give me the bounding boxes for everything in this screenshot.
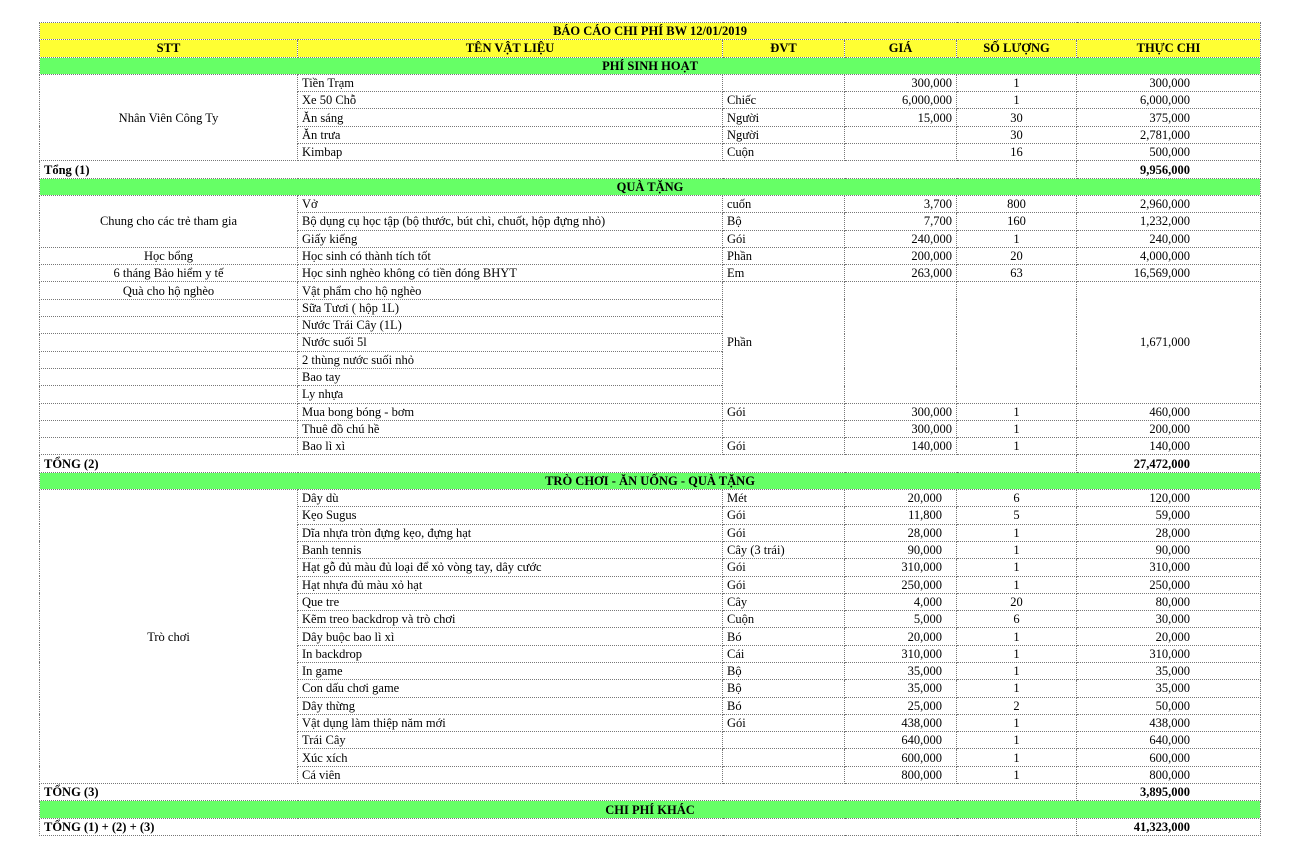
- quantity-cell[interactable]: 1: [957, 576, 1077, 593]
- item-name-cell[interactable]: Dĩa nhựa tròn đựng kẹo, đựng hạt: [298, 524, 723, 541]
- item-name-cell[interactable]: Xúc xích: [298, 749, 723, 766]
- table-row: [40, 420, 1261, 437]
- amount-cell[interactable]: 90,000: [1077, 541, 1261, 558]
- price-cell[interactable]: 140,000: [845, 438, 957, 455]
- price-cell[interactable]: 35,000: [845, 662, 957, 679]
- quantity-cell[interactable]: 30: [957, 109, 1077, 126]
- total-2-label[interactable]: TỔNG (2): [40, 455, 1077, 472]
- section-living-costs[interactable]: PHÍ SINH HOẠT: [40, 57, 1261, 74]
- price-cell[interactable]: 90,000: [845, 541, 957, 558]
- price-cell[interactable]: 11,800: [845, 507, 957, 524]
- group-cell[interactable]: Trò chơi: [40, 490, 298, 784]
- unit-cell[interactable]: Bó: [723, 628, 845, 645]
- amount-cell[interactable]: 2,781,000: [1077, 126, 1261, 143]
- amount-cell[interactable]: 438,000: [1077, 714, 1261, 731]
- header-actual-cost[interactable]: THỰC CHI: [1077, 40, 1261, 57]
- unit-cell[interactable]: Cây (3 trái): [723, 541, 845, 558]
- amount-cell[interactable]: 460,000: [1077, 403, 1261, 420]
- unit-cell[interactable]: Cuộn: [723, 611, 845, 628]
- item-name-cell[interactable]: Giấy kiếng: [298, 230, 723, 247]
- total-3-label[interactable]: TỔNG (3): [40, 784, 1077, 801]
- item-name-cell[interactable]: Nước Trái Cây (1L): [298, 317, 723, 334]
- price-cell[interactable]: 300,000: [845, 420, 957, 437]
- price-cell[interactable]: 263,000: [845, 265, 957, 282]
- price-cell[interactable]: 20,000: [845, 490, 957, 507]
- item-name-cell[interactable]: Cá viên: [298, 766, 723, 783]
- quantity-cell[interactable]: 16: [957, 144, 1077, 161]
- amount-cell[interactable]: 800,000: [1077, 766, 1261, 783]
- item-name-cell[interactable]: Học sinh nghèo không có tiền đóng BHYT: [298, 265, 723, 282]
- quantity-cell[interactable]: 160: [957, 213, 1077, 230]
- quantity-cell[interactable]: 1: [957, 714, 1077, 731]
- header-item-name[interactable]: TÊN VẬT LIỆU: [298, 40, 723, 57]
- item-name-cell[interactable]: Bộ dụng cụ học tập (bộ thước, bút chì, chuốt, hộp đựng nhỏ): [298, 213, 723, 230]
- price-cell[interactable]: 20,000: [845, 628, 957, 645]
- quantity-cell[interactable]: 1: [957, 230, 1077, 247]
- amount-cell[interactable]: 640,000: [1077, 732, 1261, 749]
- total-row: [40, 455, 1261, 472]
- item-name-cell[interactable]: Bao tay: [298, 368, 723, 385]
- table-row: [40, 438, 1261, 455]
- amount-cell[interactable]: 80,000: [1077, 593, 1261, 610]
- item-name-cell[interactable]: Hạt nhựa đủ màu xỏ hạt: [298, 576, 723, 593]
- item-name-cell[interactable]: Sữa Tươi ( hộp 1L): [298, 299, 723, 316]
- total-2-value[interactable]: 27,472,000: [1077, 455, 1261, 472]
- item-name-cell[interactable]: Ăn trưa: [298, 126, 723, 143]
- quantity-cell[interactable]: 1: [957, 403, 1077, 420]
- amount-cell[interactable]: 28,000: [1077, 524, 1261, 541]
- table-row: [40, 265, 1261, 282]
- quantity-cell[interactable]: 1: [957, 749, 1077, 766]
- unit-cell[interactable]: Gói: [723, 230, 845, 247]
- item-name-cell[interactable]: Banh tennis: [298, 541, 723, 558]
- amount-cell[interactable]: 16,569,000: [1077, 265, 1261, 282]
- amount-cell[interactable]: 300,000: [1077, 74, 1261, 91]
- item-name-cell[interactable]: Con dấu chơi game: [298, 680, 723, 697]
- amount-cell[interactable]: 30,000: [1077, 611, 1261, 628]
- section-games-food-gifts[interactable]: TRÒ CHƠI - ĂN UỐNG - QUÀ TẶNG: [40, 472, 1261, 489]
- price-cell[interactable]: 35,000: [845, 680, 957, 697]
- price-cell[interactable]: 310,000: [845, 559, 957, 576]
- price-cell[interactable]: 28,000: [845, 524, 957, 541]
- group-cell-empty: [40, 386, 298, 403]
- unit-cell[interactable]: Gói: [723, 576, 845, 593]
- item-name-cell[interactable]: 2 thùng nước suối nhỏ: [298, 351, 723, 368]
- item-name-cell[interactable]: Ly nhựa: [298, 386, 723, 403]
- quantity-cell[interactable]: 30: [957, 126, 1077, 143]
- unit-cell[interactable]: Người: [723, 109, 845, 126]
- group-cell[interactable]: 6 tháng Bảo hiểm y tế: [40, 265, 298, 282]
- quantity-cell[interactable]: 1: [957, 524, 1077, 541]
- section-other-costs[interactable]: CHI PHÍ KHÁC: [40, 801, 1261, 818]
- quantity-cell[interactable]: 1: [957, 438, 1077, 455]
- unit-cell[interactable]: Gói: [723, 438, 845, 455]
- item-name-cell[interactable]: Trái Cây: [298, 732, 723, 749]
- unit-cell[interactable]: [723, 732, 845, 749]
- item-name-cell[interactable]: Ăn sáng: [298, 109, 723, 126]
- section-gifts[interactable]: QUÀ TẶNG: [40, 178, 1261, 195]
- table-row: [40, 490, 1261, 507]
- unit-cell[interactable]: Gói: [723, 403, 845, 420]
- group-cell-empty: [40, 299, 298, 316]
- price-cell[interactable]: 15,000: [845, 109, 957, 126]
- table-row: [40, 403, 1261, 420]
- unit-cell[interactable]: [723, 420, 845, 437]
- unit-cell[interactable]: Mét: [723, 490, 845, 507]
- header-quantity[interactable]: SỐ LƯỢNG: [957, 40, 1077, 57]
- price-cell[interactable]: 200,000: [845, 247, 957, 264]
- table-row: [40, 74, 1261, 91]
- amount-cell[interactable]: 375,000: [1077, 109, 1261, 126]
- unit-cell[interactable]: Phần: [723, 247, 845, 264]
- item-name-cell[interactable]: In game: [298, 662, 723, 679]
- section-row: [40, 178, 1261, 195]
- amount-cell[interactable]: 35,000: [1077, 662, 1261, 679]
- price-cell[interactable]: 800,000: [845, 766, 957, 783]
- total-row: [40, 784, 1261, 801]
- quantity-cell[interactable]: 1: [957, 766, 1077, 783]
- amount-cell[interactable]: 140,000: [1077, 438, 1261, 455]
- quantity-cell[interactable]: 1: [957, 680, 1077, 697]
- amount-cell[interactable]: 120,000: [1077, 490, 1261, 507]
- section-row: [40, 57, 1261, 74]
- quantity-cell[interactable]: 20: [957, 593, 1077, 610]
- report-title-row: [40, 23, 1261, 40]
- total-row: [40, 161, 1261, 178]
- price-cell[interactable]: 300,000: [845, 403, 957, 420]
- unit-cell[interactable]: Em: [723, 265, 845, 282]
- amount-cell[interactable]: 600,000: [1077, 749, 1261, 766]
- unit-cell[interactable]: Gói: [723, 559, 845, 576]
- report-title[interactable]: BÁO CÁO CHI PHÍ BW 12/01/2019: [40, 23, 1261, 40]
- group-cell-empty: [40, 351, 298, 368]
- amount-cell[interactable]: 250,000: [1077, 576, 1261, 593]
- table-row: [40, 195, 1261, 212]
- quantity-cell[interactable]: 6: [957, 611, 1077, 628]
- group-cell-empty: [40, 420, 298, 437]
- price-cell[interactable]: 25,000: [845, 697, 957, 714]
- grand-total-value[interactable]: 41,323,000: [1077, 818, 1261, 835]
- total-3-value[interactable]: 3,895,000: [1077, 784, 1261, 801]
- quantity-cell[interactable]: 1: [957, 74, 1077, 91]
- unit-cell[interactable]: Phần: [723, 282, 845, 403]
- table-row: [40, 282, 1261, 299]
- price-cell[interactable]: [845, 282, 957, 403]
- amount-cell[interactable]: 50,000: [1077, 697, 1261, 714]
- quantity-cell[interactable]: 1: [957, 662, 1077, 679]
- section-row: [40, 801, 1261, 818]
- amount-cell[interactable]: 35,000: [1077, 680, 1261, 697]
- unit-cell[interactable]: [723, 749, 845, 766]
- item-name-cell[interactable]: Học sinh có thành tích tốt: [298, 247, 723, 264]
- item-name-cell[interactable]: Xe 50 Chỗ: [298, 92, 723, 109]
- section-row: [40, 472, 1261, 489]
- unit-cell[interactable]: Gói: [723, 714, 845, 731]
- amount-cell[interactable]: 1,671,000: [1077, 282, 1261, 403]
- price-cell[interactable]: 3,700: [845, 195, 957, 212]
- item-name-cell[interactable]: In backdrop: [298, 645, 723, 662]
- header-stt[interactable]: STT: [40, 40, 298, 57]
- header-unit[interactable]: ĐVT: [723, 40, 845, 57]
- group-cell-empty: [40, 334, 298, 351]
- item-name-cell[interactable]: Tiền Trạm: [298, 74, 723, 91]
- item-name-cell[interactable]: Que tre: [298, 593, 723, 610]
- quantity-cell[interactable]: 1: [957, 732, 1077, 749]
- price-cell[interactable]: 310,000: [845, 645, 957, 662]
- expense-report-table: [39, 22, 1261, 836]
- price-cell[interactable]: 240,000: [845, 230, 957, 247]
- item-name-cell[interactable]: Kimbap: [298, 144, 723, 161]
- unit-cell[interactable]: Người: [723, 126, 845, 143]
- amount-cell[interactable]: 4,000,000: [1077, 247, 1261, 264]
- unit-cell[interactable]: Cái: [723, 645, 845, 662]
- column-header-row: [40, 40, 1261, 57]
- quantity-cell[interactable]: 1: [957, 559, 1077, 576]
- unit-cell[interactable]: Cuộn: [723, 144, 845, 161]
- group-cell[interactable]: Chung cho các trẻ tham gia: [40, 195, 298, 247]
- unit-cell[interactable]: Bộ: [723, 662, 845, 679]
- price-cell[interactable]: 6,000,000: [845, 92, 957, 109]
- price-cell[interactable]: [845, 126, 957, 143]
- quantity-cell[interactable]: 800: [957, 195, 1077, 212]
- amount-cell[interactable]: 500,000: [1077, 144, 1261, 161]
- amount-cell[interactable]: 310,000: [1077, 645, 1261, 662]
- amount-cell[interactable]: 1,232,000: [1077, 213, 1261, 230]
- quantity-cell[interactable]: 6: [957, 490, 1077, 507]
- unit-cell[interactable]: Gói: [723, 507, 845, 524]
- quantity-cell[interactable]: 1: [957, 92, 1077, 109]
- quantity-cell[interactable]: 5: [957, 507, 1077, 524]
- item-name-cell[interactable]: Kẽm treo backdrop và trò chơi: [298, 611, 723, 628]
- item-name-cell[interactable]: Thuê đồ chú hề: [298, 420, 723, 437]
- item-name-cell[interactable]: Kẹo Sugus: [298, 507, 723, 524]
- table-row: [40, 247, 1261, 264]
- quantity-cell[interactable]: [957, 282, 1077, 403]
- header-price[interactable]: GIÁ: [845, 40, 957, 57]
- amount-cell[interactable]: 59,000: [1077, 507, 1261, 524]
- group-cell-empty: [40, 438, 298, 455]
- total-1-value[interactable]: 9,956,000: [1077, 161, 1261, 178]
- price-cell[interactable]: [845, 144, 957, 161]
- grand-total-row: [40, 818, 1261, 835]
- quantity-cell[interactable]: 1: [957, 541, 1077, 558]
- price-cell[interactable]: 640,000: [845, 732, 957, 749]
- item-name-cell[interactable]: Vở: [298, 195, 723, 212]
- group-cell[interactable]: Học bổng: [40, 247, 298, 264]
- quantity-cell[interactable]: 1: [957, 420, 1077, 437]
- item-name-cell[interactable]: Nước suối 5l: [298, 334, 723, 351]
- unit-cell[interactable]: Bó: [723, 697, 845, 714]
- quantity-cell[interactable]: 1: [957, 645, 1077, 662]
- grand-total-label[interactable]: TỔNG (1) + (2) + (3): [40, 818, 1077, 835]
- item-name-cell[interactable]: Mua bong bóng - bơm: [298, 403, 723, 420]
- group-cell-empty: [40, 368, 298, 385]
- amount-cell[interactable]: 20,000: [1077, 628, 1261, 645]
- group-cell-empty: [40, 403, 298, 420]
- price-cell[interactable]: 250,000: [845, 576, 957, 593]
- unit-cell[interactable]: [723, 766, 845, 783]
- price-cell[interactable]: 4,000: [845, 593, 957, 610]
- group-cell-empty: [40, 317, 298, 334]
- price-cell[interactable]: 438,000: [845, 714, 957, 731]
- total-1-label[interactable]: Tổng (1): [40, 161, 1077, 178]
- group-cell[interactable]: Nhân Viên Công Ty: [40, 74, 298, 160]
- quantity-cell[interactable]: 63: [957, 265, 1077, 282]
- amount-cell[interactable]: 200,000: [1077, 420, 1261, 437]
- item-name-cell[interactable]: Bao lì xì: [298, 438, 723, 455]
- amount-cell[interactable]: 240,000: [1077, 230, 1261, 247]
- quantity-cell[interactable]: 1: [957, 628, 1077, 645]
- unit-cell[interactable]: [723, 74, 845, 91]
- unit-cell[interactable]: Bộ: [723, 680, 845, 697]
- unit-cell[interactable]: Gói: [723, 524, 845, 541]
- price-cell[interactable]: 600,000: [845, 749, 957, 766]
- item-name-cell[interactable]: Dây dù: [298, 490, 723, 507]
- quantity-cell[interactable]: 2: [957, 697, 1077, 714]
- price-cell[interactable]: 300,000: [845, 74, 957, 91]
- amount-cell[interactable]: 310,000: [1077, 559, 1261, 576]
- item-name-cell[interactable]: Vật dụng làm thiệp năm mới: [298, 714, 723, 731]
- unit-cell[interactable]: Chiếc: [723, 92, 845, 109]
- amount-cell[interactable]: 2,960,000: [1077, 195, 1261, 212]
- unit-cell[interactable]: cuốn: [723, 195, 845, 212]
- item-name-cell[interactable]: Vật phẩm cho hộ nghèo: [298, 282, 723, 299]
- item-name-cell[interactable]: Dây thừng: [298, 697, 723, 714]
- unit-cell[interactable]: Bộ: [723, 213, 845, 230]
- group-cell[interactable]: Quà cho hộ nghèo: [40, 282, 298, 299]
- amount-cell[interactable]: 6,000,000: [1077, 92, 1261, 109]
- price-cell[interactable]: 7,700: [845, 213, 957, 230]
- item-name-cell[interactable]: Hạt gỗ đủ màu đủ loại để xỏ vòng tay, dây cước: [298, 559, 723, 576]
- item-name-cell[interactable]: Dây buộc bao lì xì: [298, 628, 723, 645]
- unit-cell[interactable]: Cây: [723, 593, 845, 610]
- price-cell[interactable]: 5,000: [845, 611, 957, 628]
- quantity-cell[interactable]: 20: [957, 247, 1077, 264]
